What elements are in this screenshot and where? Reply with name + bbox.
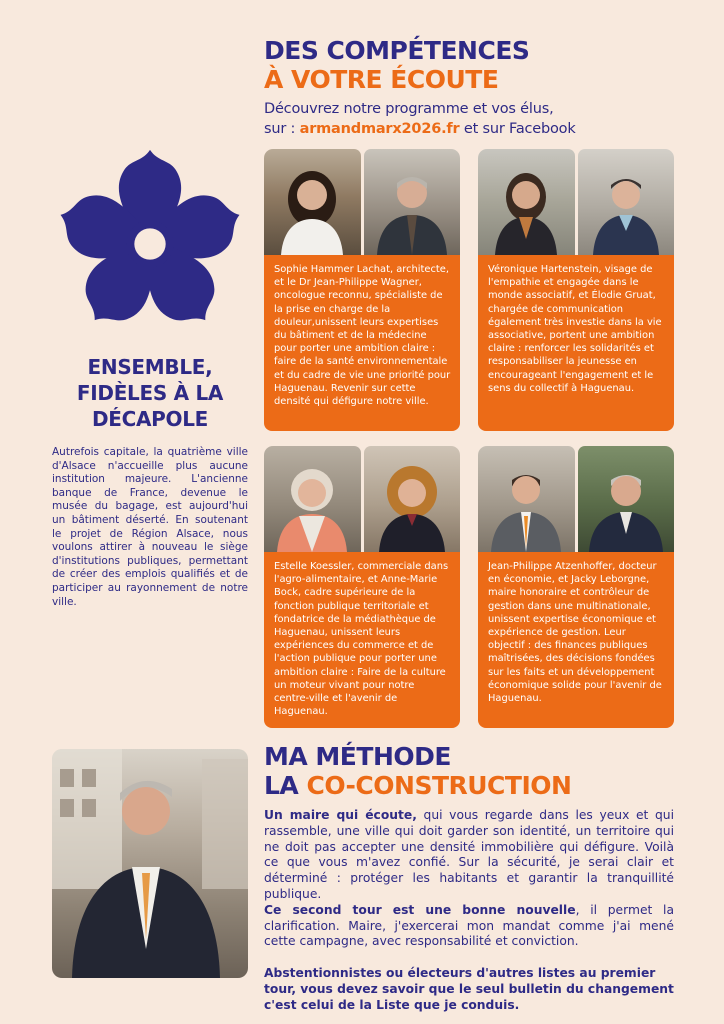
slogan: [52, 354, 248, 432]
slogan-line-1: ENSEMBLE,: [87, 355, 213, 379]
method-paragraph-2: [264, 903, 674, 950]
person-silhouette-icon: [369, 159, 455, 255]
mayor-photo: [52, 749, 248, 978]
person-silhouette-icon: [369, 456, 455, 552]
candidate-photo: [578, 446, 675, 552]
p1-bold: Un maire qui écoute,: [264, 808, 417, 822]
method-body: [264, 808, 674, 950]
candidate-card-2: [478, 149, 674, 431]
website-link[interactable]: armandmarx2026.fr: [299, 121, 460, 137]
candidate-card-1: [264, 149, 460, 431]
candidate-card-3: [264, 446, 460, 728]
method-section: [264, 742, 674, 1014]
card-photos: [478, 446, 674, 552]
candidate-photo: [264, 446, 361, 552]
person-silhouette-icon: [269, 159, 355, 255]
person-silhouette-icon: [269, 456, 355, 552]
title-line-1: DES COMPÉTENCES: [264, 36, 530, 65]
subtitle-line-2: [264, 119, 704, 139]
card-photos: [478, 149, 674, 255]
subtitle-suffix: et sur Facebook: [459, 121, 576, 137]
candidate-card-4: [478, 446, 674, 728]
candidate-photo: [364, 149, 461, 255]
mayor-portrait-icon: [52, 749, 248, 978]
card-photos: [264, 149, 460, 255]
subtitle-line-1: Découvrez notre programme et vos élus,: [264, 101, 554, 117]
candidate-photo: [264, 149, 361, 255]
method-title-prefix: LA: [264, 771, 307, 800]
title-line-2: À VOTRE ÉCOUTE: [264, 65, 499, 94]
candidate-photo: [478, 149, 575, 255]
candidate-bio: Sophie Hammer Lachat, architecte, et le Dr Jean-Philippe Wagner, oncologue reconnu, spécialiste de la prise en charge de la douleur,unissent leurs expertises du bâtiment et de la médecine pour porter une ambition claire : faire de la santé environnementale et du cadre de vie une priorité pour Haguenau. Revenir sur cette densité qui défigure notre ville.: [264, 255, 460, 431]
person-silhouette-icon: [583, 159, 669, 255]
p2-bold: Ce second tour est une bonne nouvelle: [264, 902, 576, 917]
closing-statement: Abstentionnistes ou électeurs d'autres listes au premier tour, vous devez savoir que le seul bulletin du changement c'est celui de la Liste que je conduis.: [264, 966, 674, 1012]
subtitle: [264, 99, 704, 139]
p2-text: , il permet la clarification. Maire, j'exercerai mon mandat comme j'ai mené cette campagne, avec responsabilité et conviction.: [264, 902, 675, 949]
header: [264, 36, 704, 139]
subtitle-prefix: sur :: [264, 121, 300, 137]
candidate-photo: [478, 446, 575, 552]
person-silhouette-icon: [483, 456, 569, 552]
card-photos: [264, 446, 460, 552]
candidate-bio: Jean-Philippe Atzenhoffer, docteur en économie, et Jacky Leborgne, maire honoraire et contrôleur de gestion dans une multinationale, unissent expertise économique et expérience de gestion. Leur objectif : des finances publiques maîtrisées, des décisions fondées sur les faits et un développement économique solide pour l'avenir de Haguenau.: [478, 552, 674, 728]
candidate-photo: [364, 446, 461, 552]
slogan-line-2: FIDÈLES À LA: [76, 381, 224, 405]
method-title-line-2: [264, 771, 674, 800]
intro-paragraph: Autrefois capitale, la quatrième ville d'Alsace n'accueille plus aucune institution majeure. L'ancienne banque de France, devenue le musée du bagage, est aujourd'hui un bâtiment déserté. En soutenant le projet de Région Alsace, nous voulons attirer à nouveau le siège d'institutions publiques, permettant de créer des emplois qualifiés et de participer au rayonnement de notre ville.: [52, 446, 248, 608]
p1-text: qui vous regarde dans les yeux et qui rassemble, une ville qui doit garder son identité, un territoire qui ne doit pas accepter une densité immobilière qui défigure. Voilà ce que vous m'avez confié. Sur la sécurité, je serai clair et déterminé : protéger les habitants et garantir la tranquillité publique.: [264, 808, 674, 901]
method-title-highlight: CO-CONSTRUCTION: [306, 771, 572, 800]
method-title-line-1: MA MÉTHODE: [264, 742, 451, 771]
slogan-line-3: DÉCAPOLE: [91, 407, 209, 431]
candidate-photo: [578, 149, 675, 255]
person-silhouette-icon: [483, 159, 569, 255]
person-silhouette-icon: [583, 456, 669, 552]
candidate-bio: Véronique Hartenstein, visage de l'empathie et engagée dans le monde associatif, et Élodie Gruat, chargée de communication également très investie dans la vie associative, portent une ambition claire : renforcer les solidarités et responsabiliser la jeunesse en encourageant l'engagement et le sens du collectif à Haguenau.: [478, 255, 674, 431]
flower-logo-icon: [52, 146, 248, 342]
method-paragraph-1: [264, 808, 674, 903]
candidate-bio: Estelle Koessler, commerciale dans l'agro-alimentaire, et Anne-Marie Bock, cadre supérieure de la fonction publique territoriale et fondatrice de la médiathèque de Haguenau, unissent leurs expériences du commerce et de l'action publique pour porter une ambition claire : Faire de la culture un moteur vivant pour notre centre-ville et l'avenir de Haguenau.: [264, 552, 460, 728]
